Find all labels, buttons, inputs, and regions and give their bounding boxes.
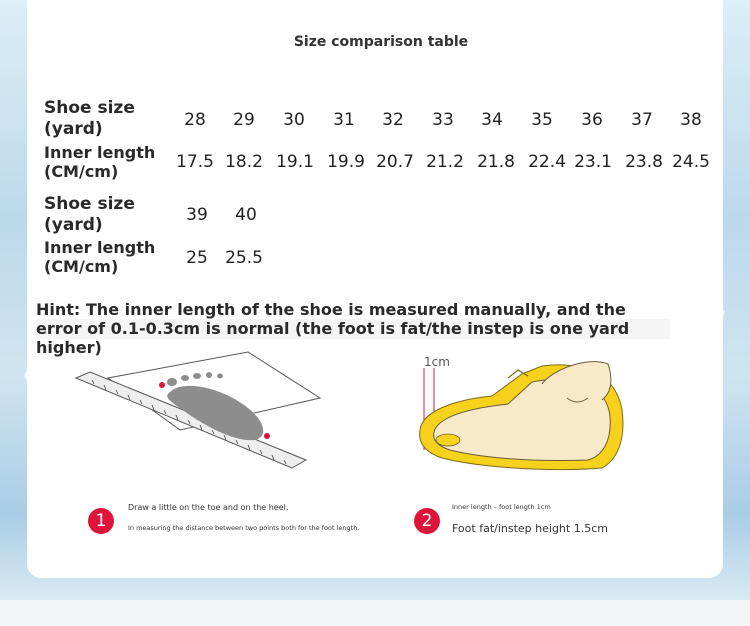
bottom-strip <box>0 600 750 626</box>
row-label-inner-length-2: Inner length (CM/cm) <box>44 238 156 276</box>
row-label-shoe-size-2: Shoe size (yard) <box>44 194 135 235</box>
size-cell: 36 <box>581 110 603 130</box>
length-cell: 25.5 <box>225 248 263 268</box>
size-cell: 33 <box>432 110 454 130</box>
page-title: Size comparison table <box>293 34 469 50</box>
length-cell: 21.2 <box>426 152 464 172</box>
length-cell: 17.5 <box>176 152 214 172</box>
step-2-subtext: Foot fat/instep height 1.5cm <box>452 522 608 535</box>
size-cell: 35 <box>531 110 553 130</box>
foot-in-shoe-illustration <box>412 350 642 480</box>
length-cell: 18.2 <box>225 152 263 172</box>
length-cell: 20.7 <box>376 152 414 172</box>
length-cell: 25 <box>186 248 208 268</box>
size-cell: 37 <box>631 110 653 130</box>
size-cell: 34 <box>481 110 503 130</box>
length-cell: 23.8 <box>625 152 663 172</box>
size-cell: 39 <box>186 205 208 225</box>
size-cell: 28 <box>184 110 206 130</box>
row-label-inner-length: Inner length (CM/cm) <box>44 143 156 181</box>
step-1-badge: 1 <box>88 508 114 534</box>
step-2-text: Inner length – foot length 1cm <box>452 503 551 511</box>
content-card <box>27 0 723 578</box>
measure-label: 1cm <box>424 355 450 369</box>
length-cell: 21.8 <box>477 152 515 172</box>
length-cell: 24.5 <box>672 152 710 172</box>
size-cell: 40 <box>235 205 257 225</box>
length-cell: 19.1 <box>276 152 314 172</box>
size-cell: 38 <box>680 110 702 130</box>
size-cell: 32 <box>382 110 404 130</box>
row-label-shoe-size: Shoe size (yard) <box>44 98 135 139</box>
size-cell: 29 <box>233 110 255 130</box>
step-1-subtext: In measuring the distance between two points both for the foot length. <box>128 524 360 532</box>
length-cell: 22.4 <box>528 152 566 172</box>
size-cell: 30 <box>283 110 305 130</box>
hint-text: Hint: The inner length of the shoe is measured manually, and the error of 0.1-0.3cm is normal (the foot is fat/the instep is one yard higher) <box>36 300 630 357</box>
step-2-badge: 2 <box>414 508 440 534</box>
foot-ruler-illustration <box>70 350 330 480</box>
step-1-text: Draw a little on the toe and on the heel. <box>128 503 289 512</box>
length-cell: 23.1 <box>574 152 612 172</box>
size-cell: 31 <box>333 110 355 130</box>
length-cell: 19.9 <box>327 152 365 172</box>
